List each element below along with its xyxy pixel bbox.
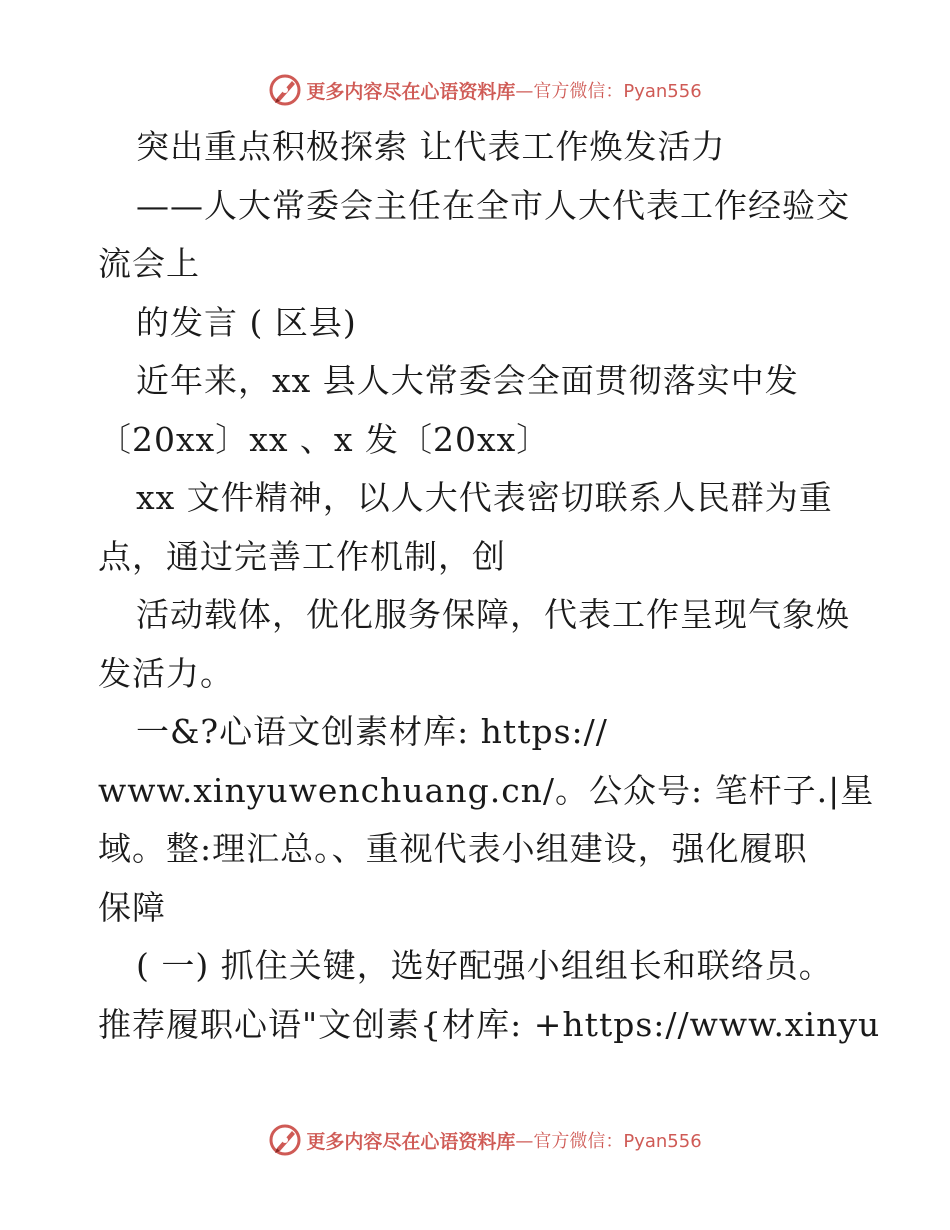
paragraph-line: 发活力。 (98, 653, 234, 693)
paragraph-line: 保障 (98, 887, 166, 927)
header-banner-rest-text: —官方微信：Pyan556 (515, 81, 702, 102)
doc-subtitle-line-1: ——人大常委会主任在全市人大代表工作经验交 (136, 185, 850, 225)
pen-logo-icon (268, 73, 302, 107)
paragraph-line: 域。整:理汇总。、重视代表小组建设，强化履职 (98, 829, 808, 868)
paragraph-line: xx 文件精神，以人大代表密切联系人民群为重 (136, 478, 833, 517)
paragraph-line: 推荐履职心语"文创素{材库: +https://www.xinyu (98, 1004, 881, 1044)
footer-banner (0, 1120, 950, 1160)
document-body (98, 118, 881, 1054)
footer-banner-main-text: 更多内容尽在心语资料库 (306, 1130, 516, 1153)
pen-logo-icon (268, 1123, 302, 1157)
doc-subtitle-line-2: 流会上 (98, 244, 200, 283)
footer-banner-inner (268, 1123, 701, 1157)
doc-subtitle-line-3: 的发言 ( 区县) (136, 302, 357, 342)
paragraph-line: 活动载体，优化服务保障，代表工作呈现气象焕 (136, 595, 850, 634)
paragraph-line: 点，通过完善工作机制，创 (98, 536, 506, 576)
header-banner-main-text: 更多内容尽在心语资料库 (306, 80, 516, 103)
doc-title: 突出重点积极探索 让代表工作焕发活力 (136, 127, 726, 166)
header-banner (0, 70, 950, 110)
paragraph-line: www.xinyuwenchuang.cn/。公众号: 笔杆子.|星 (98, 770, 875, 810)
header-banner-inner (268, 73, 701, 107)
paragraph-line: ( 一) 抓住关键，选好配强小组组长和联络员。 (136, 946, 833, 985)
paragraph-line: 一&?心语文创素材库: https:// (136, 712, 608, 751)
paragraph-line: 〔20xx〕xx 、x 发〔20xx〕 (98, 419, 551, 459)
footer-banner-rest-text: —官方微信：Pyan556 (515, 1131, 702, 1152)
paragraph-line: 近年来，xx 县人大常委会全面贯彻落实中发 (136, 361, 799, 400)
